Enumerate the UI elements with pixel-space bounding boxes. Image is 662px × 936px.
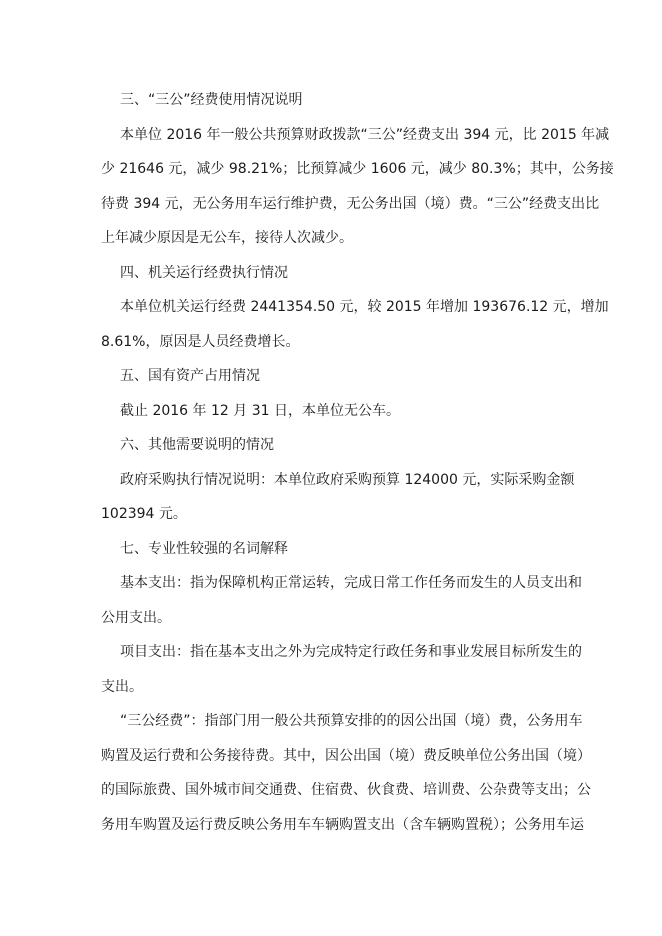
text-line: 上年减少原因是无公车，接待人次减少。 xyxy=(101,230,353,246)
paragraph-basic-expenditure xyxy=(101,566,582,635)
paragraph-sangong-expenses xyxy=(101,118,614,256)
text-line: 的国际旅费、国外城市间交通费、住宿费、伙食费、培训费、公杂费等支出；公 xyxy=(101,782,591,798)
text-line: “三公经费”：指部门用一般公共预算安排的的因公出国（境）费，公务用车 xyxy=(120,713,583,729)
paragraph-operating-costs xyxy=(101,290,609,359)
text-line: 公用支出。 xyxy=(101,609,171,626)
text-line: 支出。 xyxy=(101,678,143,695)
section-heading-state-assets: 五、国有资产占用情况 xyxy=(120,368,260,384)
text-line: 基本支出：指为保障机构正常运转，完成日常工作任务而发生的人员支出和 xyxy=(120,575,582,591)
text-line: 少 21646 元，减少 98.21%；比预算减少 1606 元，减少 80.3%；其中，公务接 xyxy=(101,161,614,177)
section-heading-sangong: 三、“三公”经费使用情况说明 xyxy=(120,92,303,108)
document-body xyxy=(101,83,614,842)
paragraph-sangong-definition xyxy=(101,704,591,842)
text-line: 102394 元。 xyxy=(101,506,187,522)
text-line: 项目支出：指在基本支出之外为完成特定行政任务和事业发展目标所发生的 xyxy=(120,644,582,660)
paragraph-state-assets xyxy=(101,394,561,429)
paragraph-procurement xyxy=(101,463,575,532)
text-line: 本单位 2016 年一般公共预算财政拨款“三公”经费支出 394 元，比 2015 年减 xyxy=(120,126,610,143)
section-heading-glossary: 七、专业性较强的名词解释 xyxy=(120,540,288,557)
section-heading-operating-costs: 四、机关运行经费执行情况 xyxy=(120,264,288,281)
text-line: 8.61%，原因是人员经费增长。 xyxy=(101,333,300,350)
text-line: 购置及运行费和公务接待费。其中，因公出国（境）费反映单位公务出国（境） xyxy=(101,747,591,764)
text-line: 政府采购执行情况说明：本单位政府采购预算 124000 元，实际采购金额 xyxy=(120,471,575,488)
paragraph-project-expenditure xyxy=(101,635,582,704)
text-line: 待费 394 元，无公务用车运行维护费，无公务出国（境）费。“三公”经费支出比 xyxy=(101,195,600,212)
section-heading-other-notes: 六、其他需要说明的情况 xyxy=(120,437,274,453)
text-line: 务用车购置及运行费反映公务用车车辆购置支出（含车辆购置税）；公务用车运 xyxy=(101,816,584,833)
text-line: 截止 2016 年 12 月 31 日，本单位无公车。 xyxy=(120,402,400,419)
text-line: 本单位机关运行经费 2441354.50 元，较 2015 年增加 193676.12 元，增加 xyxy=(120,299,609,315)
